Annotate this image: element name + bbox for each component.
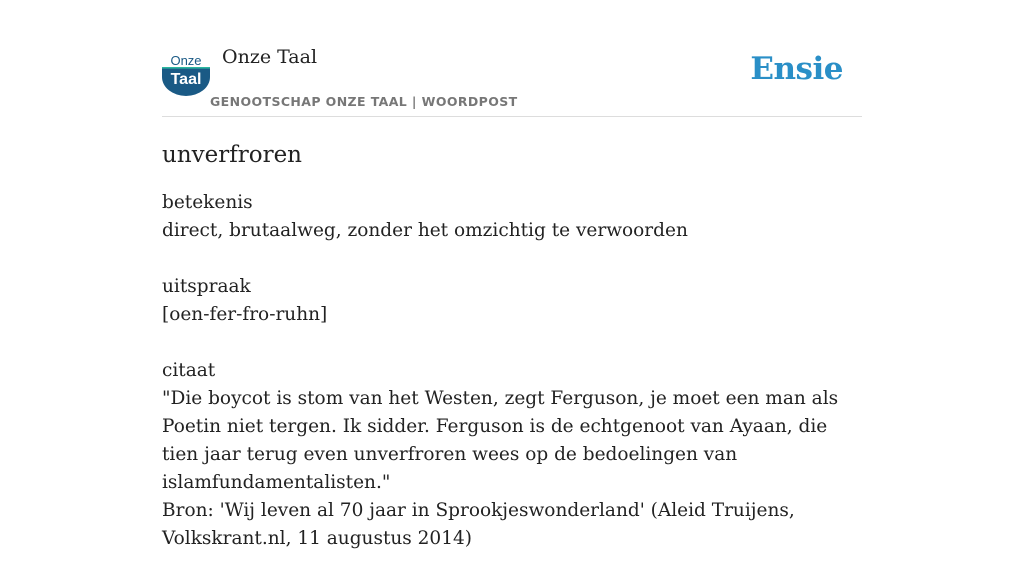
meaning-label: betekenis bbox=[162, 192, 253, 213]
quote-text: "Die boycot is stom van het Westen, zegt Ferguson, je moet een man als Poetin niet tergen. Ik sidder. Ferguson is de echtgenoot van Ayaan, die tien jaar terug even unverfroren wees op de bedoelingen van islamfundamentalisten." bbox=[162, 388, 839, 493]
onze-taal-logo[interactable] bbox=[162, 54, 210, 96]
logo-text-top: Onze bbox=[170, 53, 202, 68]
pronunciation-text: [oen-fer-fro-ruhn] bbox=[162, 304, 328, 325]
quote-section bbox=[162, 357, 864, 553]
meaning-text: direct, brutaalweg, zonder het omzichtig te verwoorden bbox=[162, 220, 688, 241]
source-subtitle[interactable]: GENOOTSCHAP ONZE TAAL | WOORDPOST bbox=[210, 94, 518, 109]
pronunciation-label: uitspraak bbox=[162, 276, 251, 297]
quote-label: citaat bbox=[162, 360, 216, 381]
pronunciation-section bbox=[162, 273, 864, 329]
ensie-logo[interactable]: Ensie bbox=[750, 51, 843, 87]
meaning-section bbox=[162, 189, 864, 245]
entry-title: unverfroren bbox=[162, 142, 302, 168]
entry-content bbox=[162, 138, 864, 581]
quote-source: Bron: 'Wij leven al 70 jaar in Sprookjeswonderland' (Aleid Truijens, Volkskrant.nl, 11 augustus 2014) bbox=[162, 500, 795, 549]
logo-text-bottom: Taal bbox=[170, 71, 202, 88]
header bbox=[162, 40, 862, 117]
source-name[interactable]: Onze Taal bbox=[222, 46, 318, 68]
